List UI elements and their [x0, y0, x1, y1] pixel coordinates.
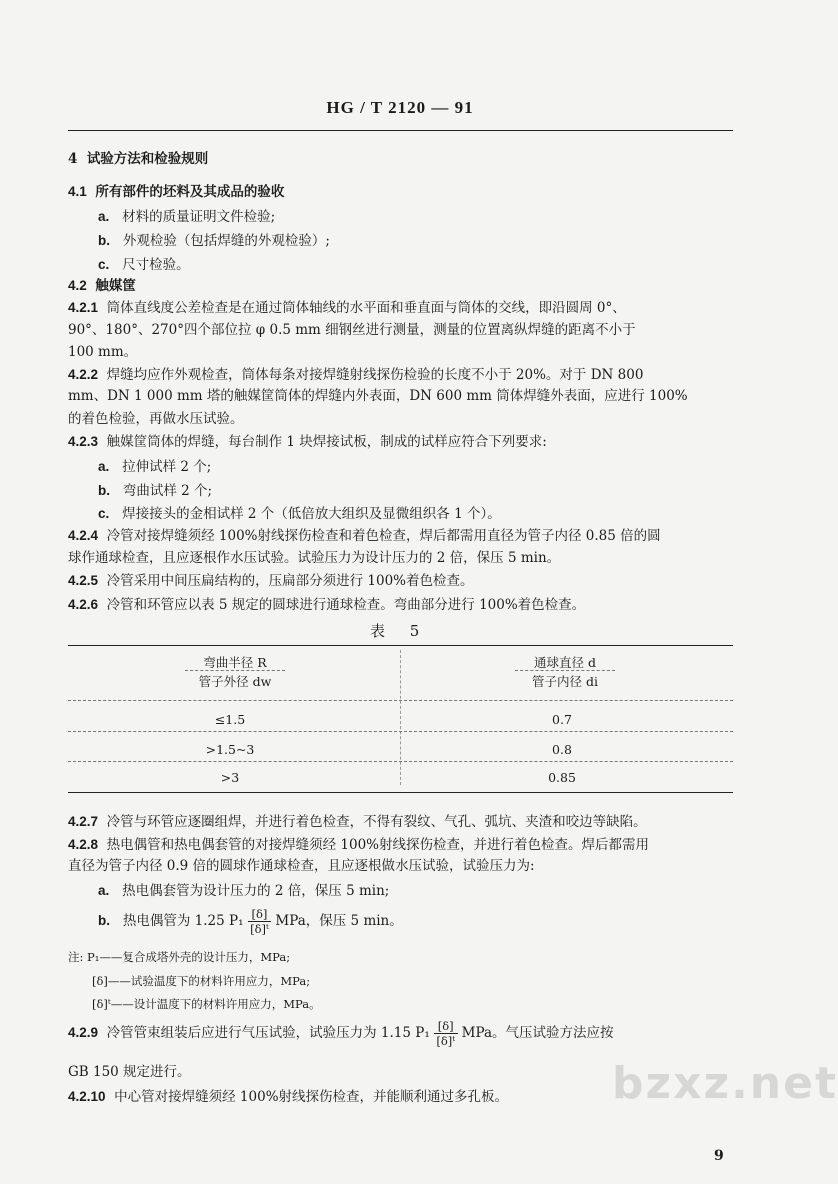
table-top-rule	[68, 645, 733, 646]
clause-text-line: 的着色检验，再做水压试验。	[68, 411, 244, 427]
table-cell: 0.7	[552, 712, 572, 727]
clause-4-1: 4.1 所有部件的坯料及其成品的验收	[68, 184, 285, 200]
watermark: bzxz.net	[612, 1058, 838, 1109]
clause-4-2-2: 4.2.2 焊缝均应作外观检查，筒体每条对接焊缝射线探伤检验的长度不小于 20%。对于 DN 800	[68, 367, 644, 383]
table-column-divider	[400, 650, 401, 785]
table-bottom-rule	[68, 792, 733, 793]
note-line: 注: P₁——复合成塔外壳的设计压力，MPa;	[68, 950, 291, 964]
list-item: a. 材料的质量证明文件检验;	[98, 209, 276, 225]
clause-4-2-1: 4.2.1 筒体直线度公差检查是在通过筒体轴线的水平面和垂直面与筒体的交线，即沿圆周 0°、	[68, 300, 626, 316]
table-row-divider	[68, 700, 733, 701]
clause-text-line: GB 150 规定进行。	[68, 1064, 191, 1080]
clause-text-line: 直径为管子内径 0.9 倍的圆球作通球检查，且应逐根做水压试验，试验压力为:	[68, 858, 535, 874]
clause-text-line: 球作通球检查，且应逐根作水压试验。试验压力为设计压力的 2 倍，保压 5 min。	[68, 550, 561, 566]
clause-4-2-10: 4.2.10 中心管对接焊缝须经 100%射线探伤检查，并能顺利通过多孔板。	[68, 1089, 509, 1105]
clause-4-2: 4.2 触媒筐	[68, 278, 136, 294]
stress-fraction: $\frac{[\delta]}{\text{[δ]ᵗ}}$	[248, 907, 272, 936]
stress-fraction: $\frac{[\delta]}{\text{[δ]ᵗ}}$	[434, 1019, 458, 1048]
table-cell: >1.5~3	[205, 742, 255, 757]
note-line: [δ]ᵗ——设计温度下的材料许用应力，MPa。	[92, 997, 321, 1011]
table-header-outer-diameter: 管子外径 dw	[198, 674, 272, 689]
header-fraction-bar	[185, 670, 285, 671]
clause-4-2-9: 4.2.9 冷管管束组装后应进行气压试验，试验压力为 1.15 P₁ $\frac{[\delta]}{\text{[δ]ᵗ}}$ MPa。气压试验方法应按	[68, 1019, 614, 1048]
list-item: a. 热电偶套管为设计压力的 2 倍，保压 5 min;	[98, 883, 390, 899]
clause-4-2-4: 4.2.4 冷管对接焊缝须经 100%射线探伤检查和着色检查，焊后都需用直径为管子内径 0.85 倍的圆	[68, 528, 661, 544]
clause-text-line: mm、DN 1 000 mm 塔的触媒筐筒体的焊缝内外表面，DN 600 mm 筒体焊缝外表面，应进行 100%	[68, 388, 688, 404]
standard-header: HG / T 2120 — 91	[326, 98, 474, 117]
table-cell: 0.85	[548, 770, 576, 785]
clause-4-2-5: 4.2.5 冷管采用中间压扁结构的，压扁部分须进行 100%着色检查。	[68, 573, 474, 589]
list-item-formula: b. 热电偶管为 1.25 P₁ $\frac{[\delta]}{\text{[δ]ᵗ}}$ MPa，保压 5 min。	[98, 907, 403, 936]
table-row-divider	[68, 731, 733, 732]
clause-4-2-7: 4.2.7 冷管与环管应逐圈组焊，并进行着色检查，不得有裂纹、气孔、弧坑、夹渣和咬边等缺陷。	[68, 814, 647, 830]
table-header-inner-diameter: 管子内径 di	[532, 674, 598, 689]
list-item: b. 弯曲试样 2 个;	[98, 483, 213, 499]
clause-text-line: 90°、180°、270°四个部位拉 φ 0.5 mm 细钢丝进行测量，测量的位置离纵焊缝的距离不小于	[68, 322, 636, 338]
clause-text-line: 100 mm。	[68, 344, 138, 360]
table-row-divider	[68, 761, 733, 762]
list-item: c. 尺寸检验。	[98, 257, 190, 273]
table-cell: >3	[220, 770, 240, 785]
page-number: 9	[714, 1148, 724, 1164]
header-fraction-bar	[515, 670, 615, 671]
table-cell: 0.8	[552, 742, 572, 757]
section-4-heading: 4 试验方法和检验规则	[68, 151, 209, 167]
list-item: a. 拉伸试样 2 个;	[98, 459, 212, 475]
list-item: b. 外观检验（包括焊缝的外观检验）;	[98, 233, 330, 249]
list-item: c. 焊接接头的金相试样 2 个（低倍放大组织及显微组织各 1 个）。	[98, 506, 501, 522]
clause-4-2-6: 4.2.6 冷管和环管应以表 5 规定的圆球进行通球检查。弯曲部分进行 100%着色检查。	[68, 597, 586, 613]
note-line: [δ]——试验温度下的材料许用应力，MPa;	[92, 974, 311, 988]
table-cell: ≤1.5	[214, 712, 246, 727]
table-caption: 表 5	[370, 622, 430, 640]
table-header-ball-diameter: 通球直径 d	[534, 655, 596, 670]
header-rule	[68, 130, 733, 131]
table-header-radius: 弯曲半径 R	[203, 655, 267, 670]
clause-4-2-3: 4.2.3 触媒筐筒体的焊缝，每台制作 1 块焊接试板，制成的试样应符合下列要求:	[68, 434, 547, 450]
clause-4-2-8: 4.2.8 热电偶管和热电偶套管的对接焊缝须经 100%射线探伤检查，并进行着色检查。焊后都需用	[68, 837, 650, 853]
